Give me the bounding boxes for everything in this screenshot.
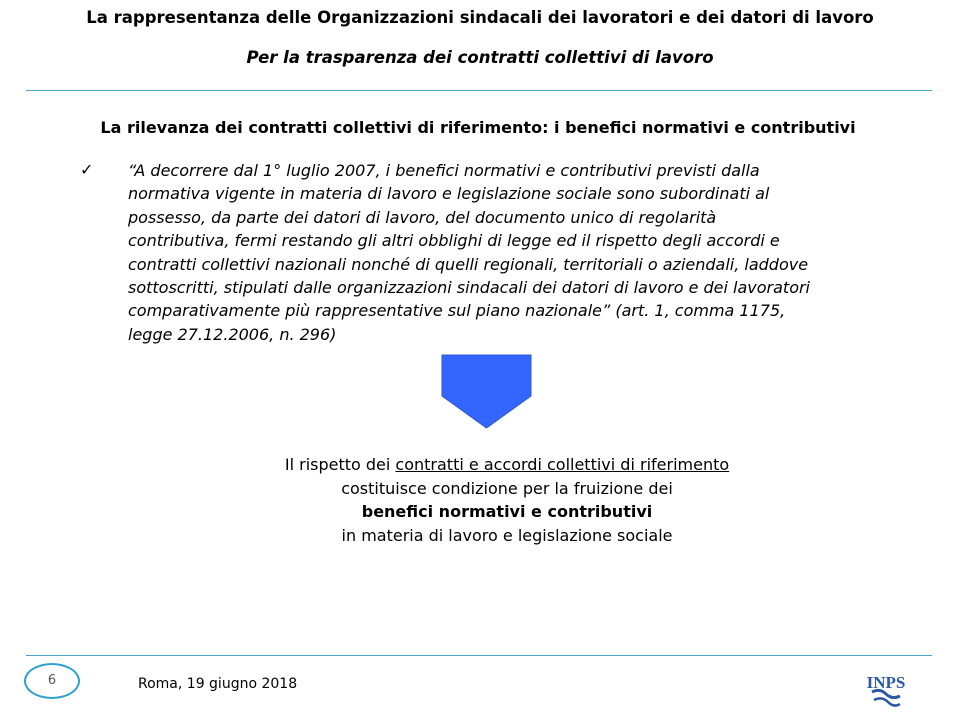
section-heading: La rilevanza dei contratti collettivi di riferimento: i benefici normativi e contributivi xyxy=(100,118,856,137)
conclusion-line-2: costituisce condizione per la fruizione dei xyxy=(341,478,673,498)
conclusion-underlined: contratti e accordi collettivi di riferimento xyxy=(395,455,730,474)
checkmark-icon: ✓ xyxy=(80,160,94,179)
slide-subtitle: Per la trasparenza dei contratti collettivi di lavoro xyxy=(246,48,714,67)
inps-logo-icon xyxy=(866,664,906,712)
page-number-badge: 6 xyxy=(24,663,80,699)
logo-text: INPS xyxy=(866,673,906,692)
slide-title: La rappresentanza delle Organizzazioni sindacali dei lavoratori e dei datori di lavoro xyxy=(86,8,874,27)
conclusion-block xyxy=(0,453,960,547)
conclusion-prefix: Il rispetto dei xyxy=(284,455,396,474)
footer-divider xyxy=(26,655,932,656)
conclusion-line-4: in materia di lavoro e legislazione sociale xyxy=(341,525,673,545)
down-arrow-icon xyxy=(441,354,533,430)
header-divider xyxy=(26,90,932,91)
law-quote: “A decorrere dal 1° luglio 2007, i benefici normativi e contributivi previsti dalla normativa vigente in materia di lavoro e legislazione sociale sono subordinati al possesso, da parte dei datori di lavoro, del documento unico di regolarità contributiva, fermi restando gli altri obblighi di legge ed il rispetto degli accordi e contratti collettivi nazionali nonché di quelli regionali, territoriali o aziendali, laddove sottoscritti, stipulati dalle organizzazioni sindacali dei datori di lavoro e dei lavoratori comparativamente più rappresentative sul piano nazionale” (art. 1, comma 1175, legge 27.12.2006, n. 296) xyxy=(128,161,810,344)
conclusion-line-1 xyxy=(0,453,960,477)
footer-place-date: Roma, 19 giugno 2018 xyxy=(138,676,298,692)
conclusion-line-bold: benefici normativi e contributivi xyxy=(361,502,653,521)
